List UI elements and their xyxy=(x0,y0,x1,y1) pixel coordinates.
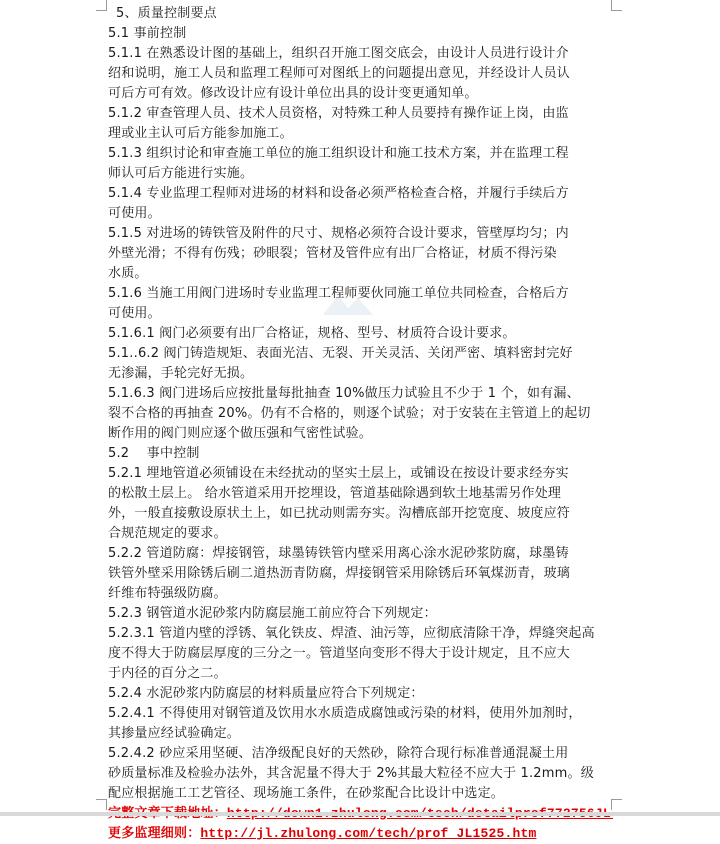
corner-marker-top-left xyxy=(96,0,107,11)
text-line: 可后方可有效。修改设计应有设计单位出具的设计变更通知单。 xyxy=(108,86,478,101)
text-line: 5.2.3 钢管道水泥砂浆内防腐层施工前应符合下列规定： xyxy=(108,606,437,621)
text-line: 裂不合格的再抽查 20%。仍有不合格的，则逐个试验；对于安装在主管道上的起切 xyxy=(108,406,591,421)
text-line: 5.1.6 当施工用阀门进场时专业监理工程师要伙同施工单位共同检查，合格后方 xyxy=(108,286,569,301)
text-line: 断作用的阀门则应逐个做压强和气密性试验。 xyxy=(108,426,373,441)
more-link-row xyxy=(108,824,613,844)
subsection-heading: 5.1 事前控制 xyxy=(108,26,187,41)
text-line: 无渗漏，手轮完好无损。 xyxy=(108,366,254,381)
text-line: 5.1.5 对进场的铸铁管及附件的尺寸、规格必须符合设计要求，管壁厚均匀；内 xyxy=(108,226,569,241)
text-line: 外，一般直接敷设原状土上，如已扰动则需夯实。沟槽底部开挖宽度、坡度应符 xyxy=(108,506,571,521)
text-line: 5.1.2 审查管理人员、技术人员资格，对特殊工种人员要持有操作证上岗，由监 xyxy=(108,106,569,121)
text-line: 5.1.6.1 阀门必须要有出厂合格证，规格、型号、材质符合设计要求。 xyxy=(108,326,516,341)
text-line: 5.1.3 组织讨论和审查施工单位的施工组织设计和施工技术方案，并在监理工程 xyxy=(108,146,569,161)
text-line: 外壁光滑；不得有伤残；砂眼裂；管材及管件应有出厂合格证，材质不得污染 xyxy=(108,246,557,261)
page-bottom-border xyxy=(0,812,720,816)
text-line: 纤维布特强级防腐。 xyxy=(108,586,227,601)
subsection-heading: 5.2 事中控制 xyxy=(108,446,200,461)
text-line: 5.1.1 在熟悉设计图的基础上，组织召开施工图交底会，由设计人员进行设计介 xyxy=(108,46,569,61)
text-line: 5.1.6.3 阀门进场后应按批量每批抽查 10%做压力试验且不少于 1 个，如有漏、 xyxy=(108,386,580,401)
text-line: 5.1..6.2 阀门铸造规矩、表面光洁、无裂、开关灵活、关闭严密、填料密封完好 xyxy=(108,346,573,361)
document-body xyxy=(108,4,613,844)
text-line: 铁管外壁采用除锈后刷二道热沥青防腐，焊接钢管采用除锈后环氧煤沥青，玻璃 xyxy=(108,566,571,581)
text-line: 5.2.4.2 砂应采用坚硬、洁净级配良好的天然砂，除符合现行标准普通混凝土用 xyxy=(108,746,569,761)
text-line: 师认可后方能进行实施。 xyxy=(108,166,254,181)
corner-marker-bottom-left xyxy=(96,799,107,810)
text-line: 5.2.2 管道防腐：焊接钢管，球墨铸铁管内壁采用离心涂水泥砂浆防腐，球墨铸 xyxy=(108,546,569,561)
more-link[interactable]: http://jl.zhulong.com/tech/prof_JL1525.htm xyxy=(200,826,537,841)
text-line: 合规范规定的要求。 xyxy=(108,526,227,541)
text-line: 5.1.4 专业监理工程师对进场的材料和设备必须严格检查合格，并履行手续后方 xyxy=(108,186,569,201)
text-line: 的松散土层上。 给水管道采用开挖埋设，管道基础除遇到软土地基需另作处理 xyxy=(108,486,562,501)
text-line: 5.2.3.1 管道内壁的浮锈、氧化铁皮、焊渣、油污等，应彻底清除干净，焊缝突起高 xyxy=(108,626,595,641)
text-line: 于内径的百分之二。 xyxy=(108,666,227,681)
section-heading: 5、质量控制要点 xyxy=(116,6,217,21)
text-line: 水质。 xyxy=(108,266,148,281)
text-line: 砂质量标准及检验办法外，其含泥量不得大于 2%其最大粒径不应大于 1.2mm。级 xyxy=(108,766,594,781)
text-line: 配应根据施工工艺管径、现场施工条件，在砂浆配合比设计中选定。 xyxy=(108,786,505,801)
text-line: 度不得大于防腐层厚度的三分之一。管道坚向变形不得大于设计规定，且不应大 xyxy=(108,646,571,661)
text-line: 可使用。 xyxy=(108,306,161,321)
text-line: 5.2.1 埋地管道必须铺设在未经扰动的坚实土层上，或铺设在按设计要求经夯实 xyxy=(108,466,569,481)
text-line: 其掺量应经试验确定。 xyxy=(108,726,241,741)
text-line: 5.2.4.1 不得使用对钢管道及饮用水水质造成腐蚀或污染的材料，使用外加剂时， xyxy=(108,706,582,721)
text-line: 绍和说明，施工人员和监理工程师可对图纸上的问题提出意见，并经设计人员认 xyxy=(108,66,571,81)
text-line: 可使用。 xyxy=(108,206,161,221)
text-line: 理或业主认可后方能参加施工。 xyxy=(108,126,293,141)
more-link-label: 更多监理细则： xyxy=(108,826,201,841)
text-line: 5.2.4 水泥砂浆内防腐层的材料质量应符合下列规定： xyxy=(108,686,424,701)
